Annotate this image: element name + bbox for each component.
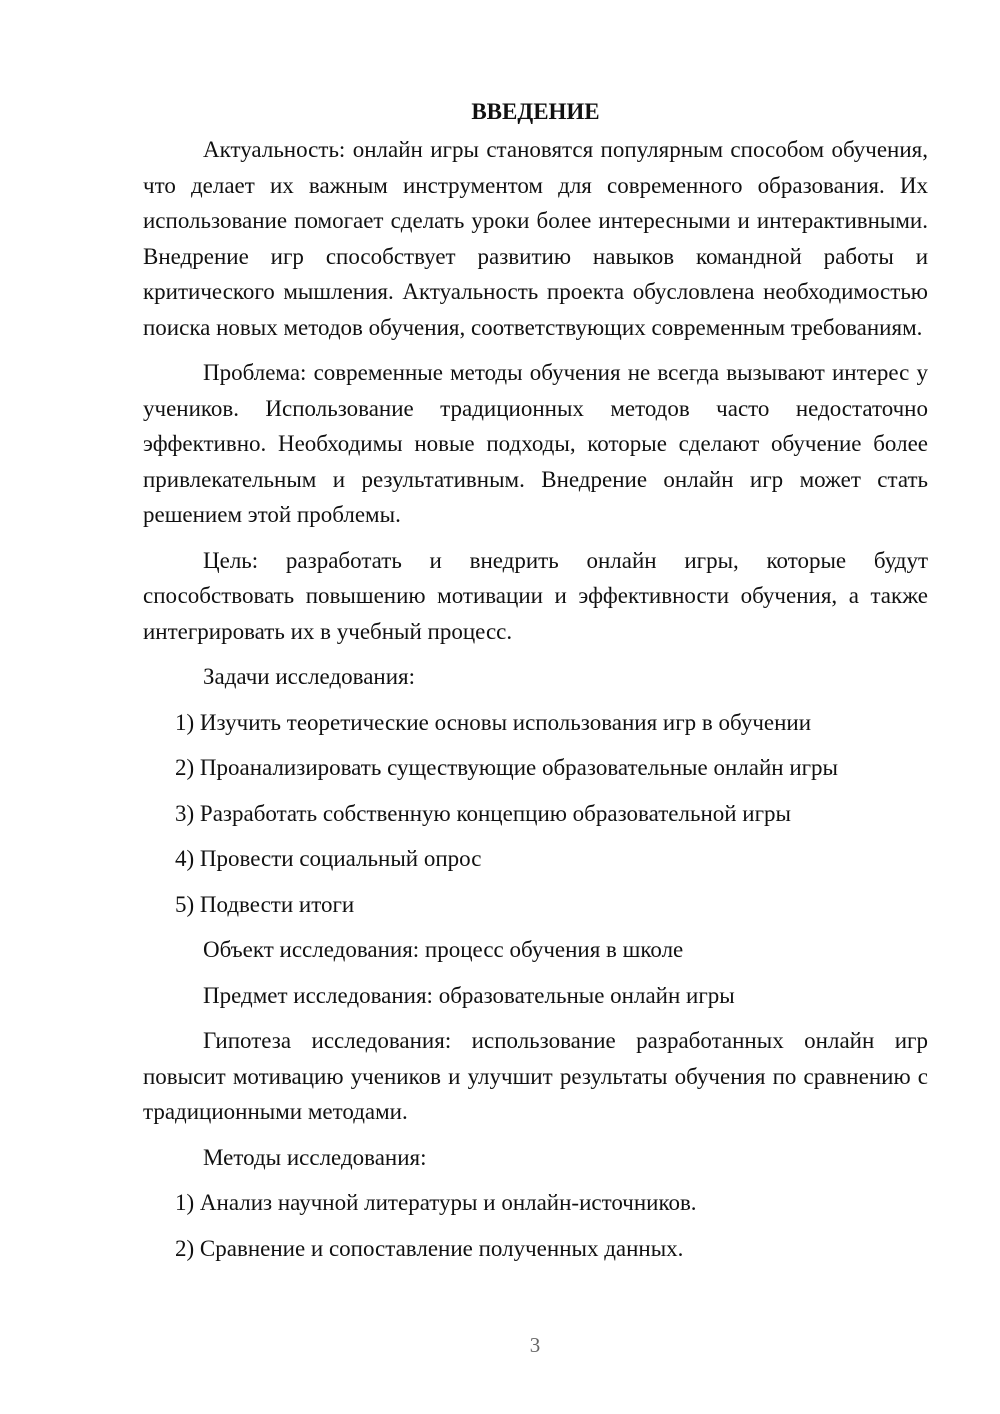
research-object: Объект исследования: процесс обучения в школе bbox=[203, 937, 684, 962]
relevance-paragraph: Актуальность: онлайн игры становятся популярным способом обучения, что делает их важным инструментом для современного образования. Их использование помогает сделать уроки более интересными и интерактивными. Внедрение игр способствует развитию навыков командной работы и критического мышления. Актуальность проекта обусловлена необходимостью поиска новых методов обучения, соответствующих современным требованиям. bbox=[143, 137, 928, 340]
task-item: 3) Разработать собственную концепцию образовательной игры bbox=[175, 800, 792, 826]
research-subject: Предмет исследования: образовательные онлайн игры bbox=[203, 982, 735, 1008]
task-item: 2) Проанализировать существующие образовательные онлайн игры bbox=[175, 755, 839, 780]
document-body bbox=[143, 92, 928, 1276]
method-item: 2) Сравнение и сопоставление полученных данных. bbox=[175, 1235, 684, 1261]
method-item: 1) Анализ научной литературы и онлайн-источников. bbox=[175, 1190, 697, 1215]
problem-paragraph: Проблема: современные методы обучения не всегда вызывают интерес у учеников. Использование традиционных методов часто недостаточно эффективно. Необходимы новые подходы, которые сделают обучение более привлекательным и результативным. Внедрение онлайн игр может стать решением этой проблемы. bbox=[143, 360, 928, 527]
task-item: 1) Изучить теоретические основы использования игр в обучении bbox=[175, 709, 812, 735]
tasks-heading: Задачи исследования: bbox=[203, 664, 416, 689]
section-title: ВВЕДЕНИЕ bbox=[471, 99, 600, 124]
goal-paragraph: Цель: разработать и внедрить онлайн игры, которые будут способствовать повышению мотивации и эффективности обучения, а также интегрировать их в учебный процесс. bbox=[143, 547, 928, 644]
page-number: 3 bbox=[529, 1333, 541, 1357]
task-item: 4) Провести социальный опрос bbox=[175, 846, 482, 871]
task-item: 5) Подвести итоги bbox=[175, 891, 355, 917]
hypothesis-paragraph: Гипотеза исследования: использование разработанных онлайн игр повысит мотивацию учеников и улучшит результаты обучения по сравнению с традиционными методами. bbox=[143, 1028, 928, 1124]
methods-heading: Методы исследования: bbox=[203, 1144, 427, 1170]
